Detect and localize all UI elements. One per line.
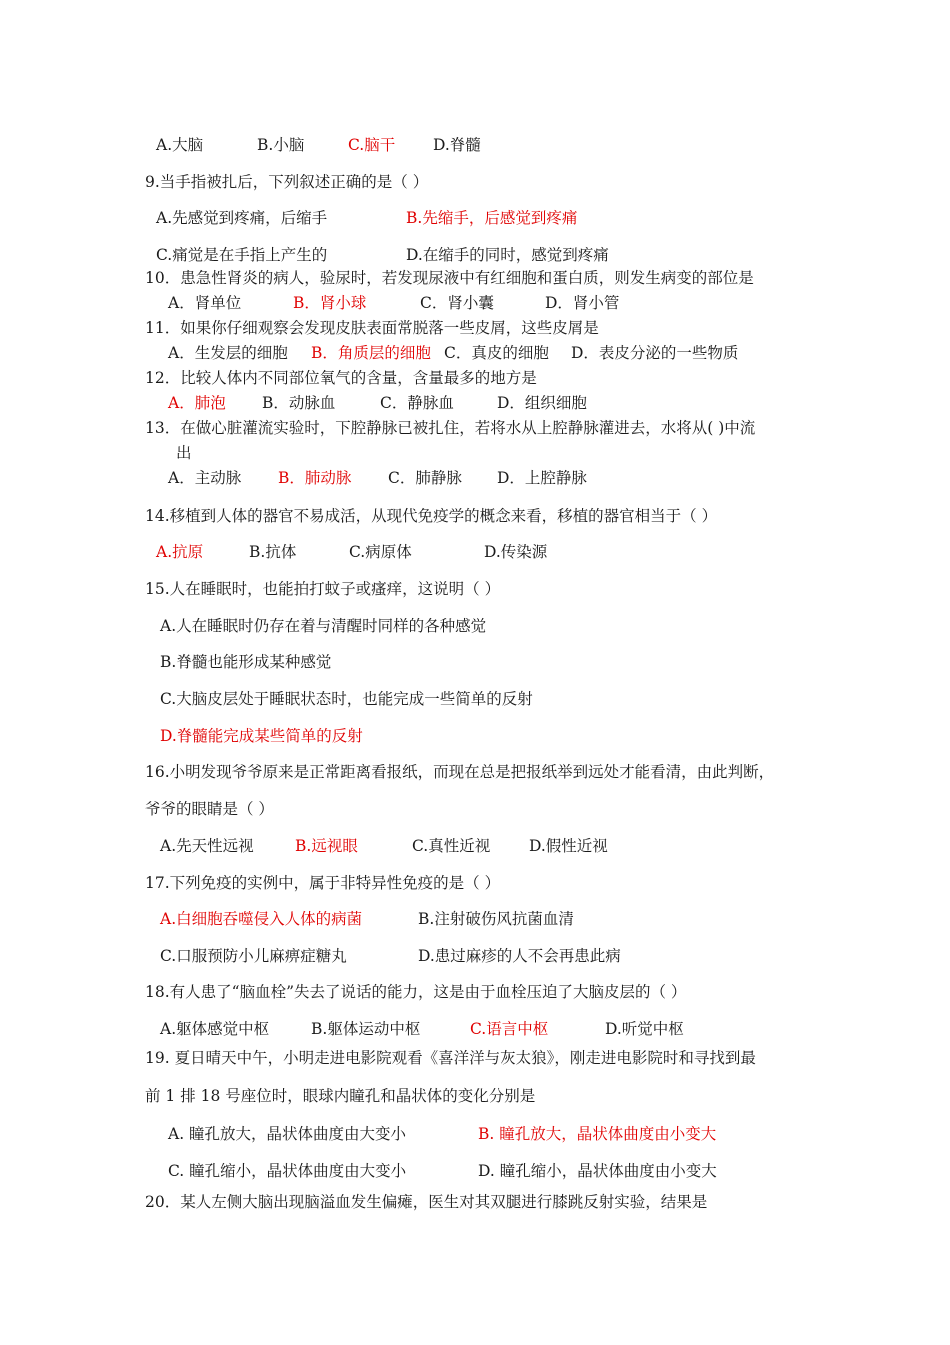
answer-option-correct: A．肺泡	[168, 394, 226, 412]
answer-option: C．肺静脉	[388, 469, 462, 487]
question-text: 前 1 排 18 号座位时，眼球内瞳孔和晶状体的变化分别是	[145, 1087, 536, 1105]
answer-option-correct: D.脊髓能完成某些简单的反射	[160, 727, 363, 745]
answer-option-correct: B．肾小球	[293, 294, 367, 312]
question-text: 20．某人左侧大脑出现脑溢血发生偏瘫，医生对其双腿进行膝跳反射实验，结果是	[145, 1193, 708, 1211]
answer-option: C. 瞳孔缩小，晶状体曲度由大变小	[168, 1162, 407, 1180]
answer-option: A.躯体感觉中枢	[160, 1020, 270, 1038]
answer-option: D．组织细胞	[497, 394, 587, 412]
answer-option-correct: C.脑干	[348, 136, 396, 154]
answer-option: D．肾小管	[545, 294, 620, 312]
question-text: 9.当手指被扎后，下列叙述正确的是（ ）	[145, 173, 429, 191]
question-text: A.人在睡眠时仍存在着与清醒时同样的各种感觉	[160, 617, 487, 635]
answer-option: B.注射破伤风抗菌血清	[418, 910, 574, 928]
answer-option: D．表皮分泌的一些物质	[571, 344, 739, 362]
answer-option: C.痛觉是在手指上产生的	[156, 246, 328, 264]
answer-option: C．静脉血	[380, 394, 454, 412]
question-text: 19. 夏日晴天中午，小明走进电影院观看《喜洋洋与灰太狼》，刚走进电影院时和寻找到最	[145, 1049, 756, 1067]
answer-option: C．肾小囊	[420, 294, 494, 312]
answer-option: A.先感觉到疼痛，后缩手	[156, 209, 328, 227]
question-text: 出	[176, 444, 192, 462]
answer-option: A．主动脉	[168, 469, 242, 487]
question-text: 17.下列免疫的实例中，属于非特异性免疫的是（ ）	[145, 874, 501, 892]
answer-option-correct: B. 瞳孔放大，晶状体曲度由小变大	[478, 1125, 717, 1143]
answer-option: D．上腔静脉	[497, 469, 587, 487]
answer-option-correct: A.白细胞吞噬侵入人体的病菌	[160, 910, 363, 928]
answer-option-correct: C.语言中枢	[470, 1020, 549, 1038]
answer-option: D.患过麻疹的人不会再患此病	[418, 947, 621, 965]
answer-option-correct: B.远视眼	[295, 837, 358, 855]
question-text: 14.移植到人体的器官不易成活，从现代免疫学的概念来看，移植的器官相当于（ ）	[145, 507, 718, 525]
question-text: 13．在做心脏灌流实验时，下腔静脉已被扎住，若将水从上腔静脉灌进去，水将从( )中流	[145, 419, 756, 437]
answer-option: D.传染源	[484, 543, 548, 561]
question-text: C.大脑皮层处于睡眠状态时，也能完成一些简单的反射	[160, 690, 533, 708]
answer-option: C．真皮的细胞	[444, 344, 549, 362]
question-text: 16.小明发现爷爷原来是正常距离看报纸，而现在总是把报纸举到远处才能看清，由此判断，	[145, 763, 775, 781]
answer-option: C.口服预防小儿麻痹症糖丸	[160, 947, 347, 965]
answer-option: B.抗体	[249, 543, 297, 561]
answer-option: D.听觉中枢	[605, 1020, 684, 1038]
answer-option: A．肾单位	[168, 294, 242, 312]
question-text: 10．患急性肾炎的病人，验尿时，若发现尿液中有红细胞和蛋白质，则发生病变的部位是	[145, 269, 754, 287]
answer-option: D.脊髓	[433, 136, 481, 154]
answer-option: A. 瞳孔放大，晶状体曲度由大变小	[168, 1125, 407, 1143]
question-text: B.脊髓也能形成某种感觉	[160, 653, 332, 671]
answer-option: C.真性近视	[412, 837, 491, 855]
answer-option: D.假性近视	[529, 837, 608, 855]
answer-option: A.先天性远视	[160, 837, 254, 855]
answer-option: D. 瞳孔缩小，晶状体曲度由小变大	[478, 1162, 717, 1180]
question-text: 12．比较人体内不同部位氧气的含量，含量最多的地方是	[145, 369, 537, 387]
answer-option: A．生发层的细胞	[168, 344, 288, 362]
answer-option-correct: B.先缩手，后感觉到疼痛	[406, 209, 578, 227]
answer-option: B．动脉血	[262, 394, 336, 412]
answer-option-correct: B．肺动脉	[278, 469, 352, 487]
answer-option-correct: A.抗原	[156, 543, 204, 561]
answer-option: C.病原体	[349, 543, 412, 561]
question-text: 18.有人患了“脑血栓”失去了说话的能力，这是由于血栓压迫了大脑皮层的（ ）	[145, 983, 687, 1001]
question-text: 爷爷的眼睛是（ ）	[145, 800, 274, 818]
question-text: 15.人在睡眠时，也能拍打蚊子或瘙痒，这说明（ ）	[145, 580, 501, 598]
answer-option-correct: B．角质层的细胞	[311, 344, 431, 362]
question-text: 11．如果你仔细观察会发现皮肤表面常脱落一些皮屑，这些皮屑是	[145, 319, 599, 337]
answer-option: B.小脑	[257, 136, 305, 154]
answer-option: A.大脑	[156, 136, 204, 154]
answer-option: D.在缩手的同时，感觉到疼痛	[406, 246, 609, 264]
answer-option: B.躯体运动中枢	[311, 1020, 421, 1038]
